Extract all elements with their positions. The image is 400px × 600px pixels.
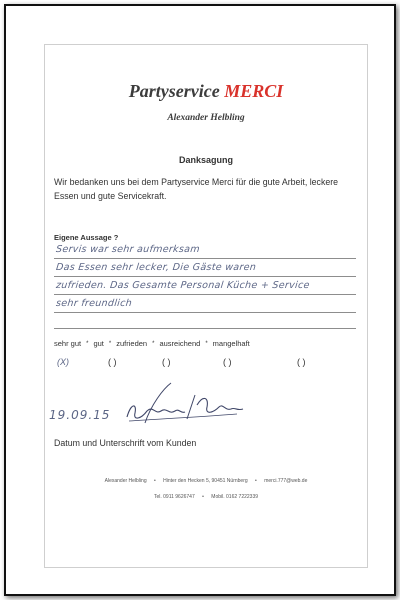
signature-stroke: [197, 398, 243, 412]
signature-date: 19.09.15: [49, 408, 111, 422]
thanks-paragraph: Wir bedanken uns bei dem Partyservice Merci für die gute Arbeit, leckere Essen und gute Servicekraft.: [54, 177, 339, 201]
signature-label: Datum und Unterschrift vom Kunden: [54, 438, 197, 448]
rating-mark-gut[interactable]: ( ): [108, 357, 117, 367]
brand-name: MERCI: [224, 81, 284, 101]
footer-address-line: [45, 478, 367, 484]
rating-mark-zufrieden[interactable]: ( ): [162, 357, 171, 367]
statement-line-4: sehr freundlich: [55, 298, 133, 309]
footer-phone: Tel. 0911 9626747: [153, 494, 195, 500]
rating-option-ausreichend: ausreichend: [159, 339, 201, 348]
owner-name: Alexander Helbling: [167, 113, 245, 123]
signature-stroke: [145, 383, 171, 423]
signature-stroke: [129, 414, 237, 421]
document-sheet: [44, 44, 368, 568]
statement-line-rule: [54, 328, 356, 329]
statement-label: Eigene Aussage ?: [54, 233, 119, 242]
rating-mark-sehr-gut[interactable]: (X): [57, 357, 69, 367]
statement-line-2: Das Essen sehr lecker, Die Gäste waren: [55, 262, 257, 273]
rating-mark-ausreichend[interactable]: ( ): [223, 357, 232, 367]
statement-line-rule: [54, 276, 356, 277]
photo-frame: [4, 4, 396, 596]
company-name: Partyservice: [128, 81, 220, 101]
statement-line-3: zufrieden. Das Gesamte Personal Küche + Service: [55, 280, 311, 291]
rating-separator: *: [152, 340, 155, 347]
rating-separator: *: [205, 340, 208, 347]
statement-line-rule: [54, 312, 356, 313]
footer-phone-line: [45, 494, 367, 500]
rating-scale: [54, 339, 364, 348]
rating-option-mangelhaft: mangelhaft: [212, 339, 250, 348]
rating-marks: [45, 357, 369, 373]
rating-option-gut: gut: [93, 339, 104, 348]
rating-separator: *: [86, 340, 89, 347]
handwritten-signature: [109, 381, 259, 431]
signature-stroke: [127, 406, 185, 418]
footer-email[interactable]: merci.777@web.de: [264, 478, 308, 484]
statement-line-1: Servis war sehr aufmerksam: [55, 244, 201, 255]
letterhead-title: [45, 81, 367, 102]
rating-separator: *: [108, 340, 112, 347]
rating-option-sehr-gut: sehr gut: [54, 339, 82, 348]
footer-name: Alexander Helbling: [104, 478, 147, 484]
footer-separator: •: [154, 478, 156, 484]
footer-mobile: Mobil. 0162 7222339: [211, 494, 259, 500]
rating-mark-mangelhaft[interactable]: ( ): [297, 357, 306, 367]
footer-separator: •: [202, 494, 204, 500]
footer-separator: •: [255, 478, 257, 484]
signature-stroke: [187, 395, 195, 419]
statement-line-rule: [54, 294, 356, 295]
rating-option-zufrieden: zufrieden: [116, 339, 148, 348]
statement-line-rule: [54, 258, 356, 259]
footer-address: Hinter den Hecken 5, 90451 Nürnberg: [163, 478, 248, 484]
document-heading: Danksagung: [178, 155, 233, 165]
